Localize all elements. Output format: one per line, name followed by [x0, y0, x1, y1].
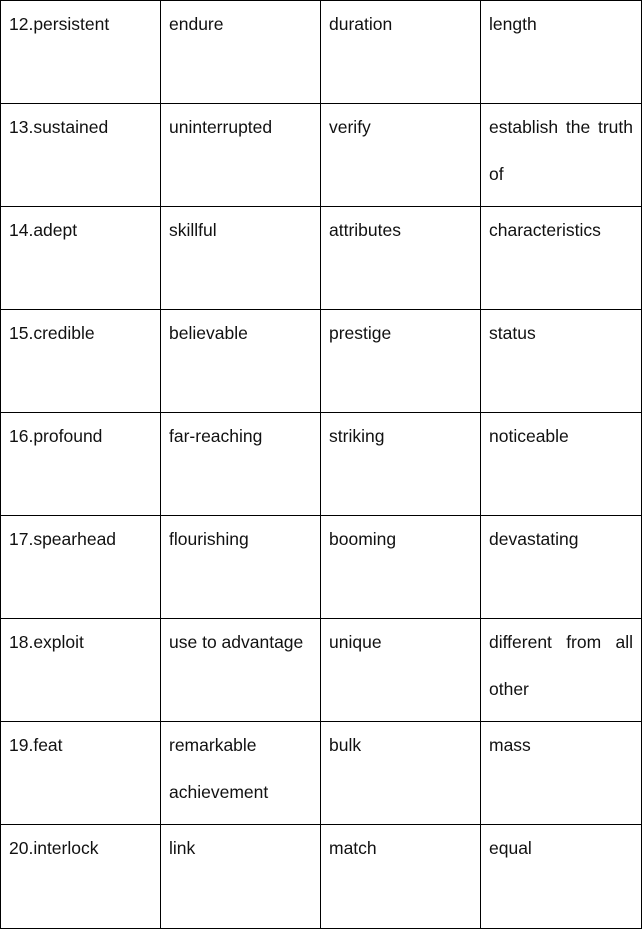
table-cell-term — [1, 207, 161, 310]
table-cell-term — [1, 722, 161, 825]
cell-text: length — [489, 14, 537, 34]
table-cell — [321, 825, 481, 929]
cell-text: skillful — [169, 220, 217, 240]
table-row — [1, 722, 642, 825]
cell-text: prestige — [329, 323, 392, 343]
cell-text: 15.credible — [9, 323, 95, 343]
table-cell — [321, 516, 481, 619]
cell-text: uninterrupted — [169, 117, 273, 137]
table-cell — [161, 619, 321, 722]
cell-text: flourishing — [169, 529, 249, 549]
table-cell — [481, 1, 642, 104]
table-row — [1, 825, 642, 929]
table-cell — [481, 207, 642, 310]
table-cell — [161, 104, 321, 207]
table-cell — [481, 104, 642, 207]
table-cell — [321, 1, 481, 104]
cell-text: 17.spearhead — [9, 529, 117, 549]
table-row — [1, 619, 642, 722]
cell-text: equal — [489, 838, 532, 858]
table-cell-term — [1, 413, 161, 516]
table-cell — [321, 722, 481, 825]
cell-text: status — [489, 323, 536, 343]
table-cell-term — [1, 310, 161, 413]
cell-text: verify — [329, 117, 371, 137]
cell-text: 19.feat — [9, 735, 63, 755]
cell-text: 14.adept — [9, 220, 78, 240]
table-cell — [161, 310, 321, 413]
cell-text: use to advantage — [169, 632, 304, 652]
table-cell-term — [1, 619, 161, 722]
cell-text: noticeable — [489, 426, 569, 446]
table-cell — [321, 310, 481, 413]
table-row — [1, 310, 642, 413]
table-row — [1, 104, 642, 207]
table-cell — [321, 619, 481, 722]
table-cell — [161, 722, 321, 825]
table-row — [1, 1, 642, 104]
cell-text: unique — [329, 632, 382, 652]
table-cell — [161, 1, 321, 104]
table-cell — [321, 104, 481, 207]
table-cell — [161, 413, 321, 516]
cell-text: 20.interlock — [9, 838, 99, 858]
table-cell — [481, 619, 642, 722]
table-cell — [161, 825, 321, 929]
table-cell — [481, 722, 642, 825]
cell-text: believable — [169, 323, 248, 343]
table-cell-term — [1, 825, 161, 929]
table-cell — [161, 207, 321, 310]
table-cell — [321, 413, 481, 516]
cell-text: different from all other — [489, 632, 633, 699]
table-cell-term — [1, 104, 161, 207]
cell-text: establish the truth of — [489, 117, 633, 184]
table-cell-term — [1, 1, 161, 104]
cell-text: match — [329, 838, 377, 858]
cell-text: far-reaching — [169, 426, 263, 446]
table-cell — [321, 207, 481, 310]
table-row — [1, 516, 642, 619]
table-row — [1, 207, 642, 310]
cell-text: 13.sustained — [9, 117, 109, 137]
table-row — [1, 413, 642, 516]
table-cell-term — [1, 516, 161, 619]
cell-text: endure — [169, 14, 224, 34]
cell-text: 12.persistent — [9, 14, 110, 34]
cell-text: striking — [329, 426, 385, 446]
cell-text: remarkable achievement — [169, 735, 269, 802]
cell-text: bulk — [329, 735, 362, 755]
table-cell — [481, 825, 642, 929]
table-cell — [161, 516, 321, 619]
cell-text: booming — [329, 529, 397, 549]
table-cell — [481, 516, 642, 619]
cell-text: 18.exploit — [9, 632, 84, 652]
cell-text: attributes — [329, 220, 401, 240]
cell-text: mass — [489, 735, 531, 755]
table-cell — [481, 310, 642, 413]
cell-text: 16.profound — [9, 426, 103, 446]
cell-text: characteristics — [489, 220, 601, 240]
cell-text: duration — [329, 14, 393, 34]
table-cell — [481, 413, 642, 516]
cell-text: link — [169, 838, 196, 858]
cell-text: devastating — [489, 529, 579, 549]
